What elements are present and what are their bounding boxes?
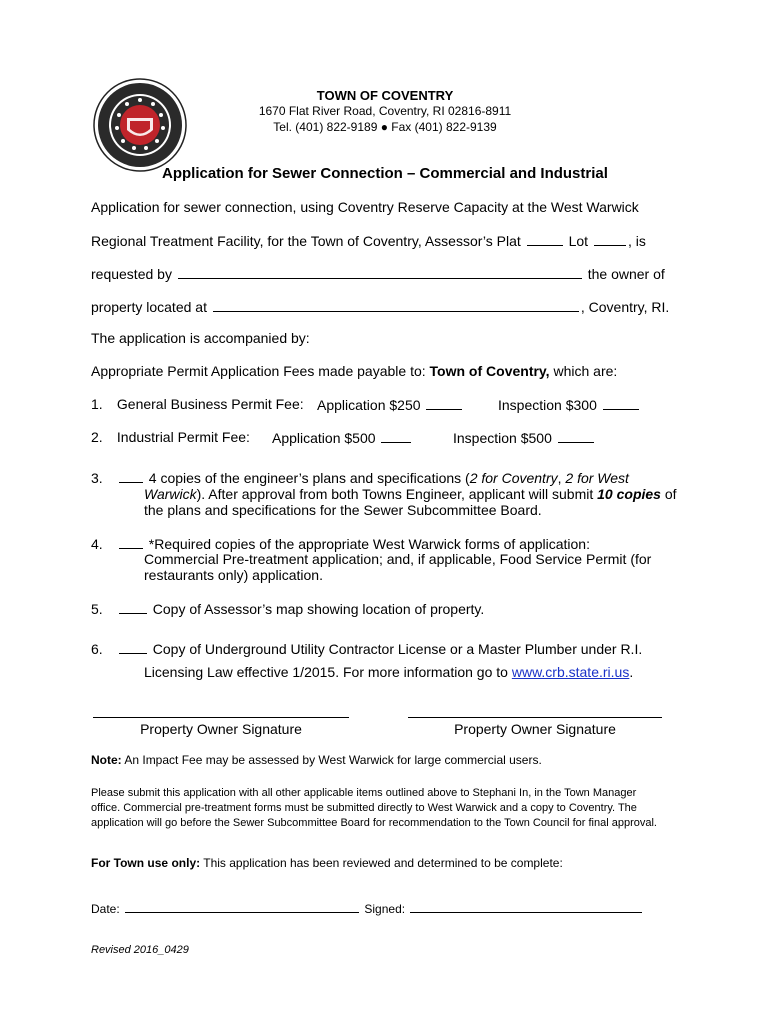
town-use-label: For Town use only: <box>91 856 201 870</box>
item-2-label: Industrial Permit Fee: <box>116 429 250 445</box>
item-3-line-3: the plans and specifications for the Sewer Subcommittee Board. <box>144 502 542 518</box>
submit-line-3: application will go before the Sewer Subcommittee Board for recommendation to the Town Council for final approval. <box>91 817 657 829</box>
lot-field[interactable] <box>594 232 626 246</box>
fees-text: Appropriate Permit Application Fees made payable to: <box>91 363 426 379</box>
item-3-text-g: 10 copies <box>597 486 661 502</box>
town-seal-icon <box>93 78 187 172</box>
crb-website-link[interactable]: www.crb.state.ri.us <box>511 664 630 680</box>
signature-line-left[interactable] <box>93 717 349 718</box>
signed-field[interactable] <box>410 900 642 913</box>
town-use-line <box>91 856 563 870</box>
payee-name: Town of Coventry, <box>429 363 550 379</box>
item-5-number: 5. <box>91 601 103 617</box>
item-5-check-field[interactable] <box>119 600 147 614</box>
accompanied-text: The application is accompanied by: <box>91 330 310 346</box>
item-1-number: 1. <box>91 396 103 412</box>
signature-label-right: Property Owner Signature <box>454 721 616 737</box>
org-address: 1670 Flat River Road, Coventry, RI 02816-8911 <box>258 104 512 118</box>
item-1-inspection-field[interactable] <box>603 396 639 410</box>
item-4-line-1 <box>91 535 590 552</box>
requested-by-field[interactable] <box>178 265 582 279</box>
intro-line-1: Application for sewer connection, using Coventry Reserve Capacity at the West Warwick <box>91 199 639 215</box>
town-use-text: This application has been reviewed and determined to be complete: <box>203 856 563 870</box>
item-2-application-field[interactable] <box>381 429 411 443</box>
item-3-number: 3. <box>91 470 103 486</box>
org-phone-fax: Tel. (401) 822-9189 ● Fax (401) 822-9139 <box>273 120 497 134</box>
item-6-text-1: Copy of Underground Utility Contractor License or a Master Plumber under R.I. <box>152 641 643 657</box>
item-4-number: 4. <box>91 536 103 552</box>
item-3-text-b: 2 for Coventry <box>469 470 558 486</box>
item-3-text-h: of <box>660 486 677 502</box>
item-6-check-field[interactable] <box>119 640 147 654</box>
fees-line <box>91 363 617 379</box>
intro-line-2 <box>91 232 646 249</box>
item-6-end: . <box>629 664 634 680</box>
item-4-check-field[interactable] <box>119 535 143 549</box>
item-4-line-2: Commercial Pre-treatment application; and, if applicable, Food Service Permit (for <box>144 551 652 567</box>
signature-label-left: Property Owner Signature <box>140 721 302 737</box>
revised-date: Revised 2016_0429 <box>91 944 189 956</box>
note <box>91 753 542 767</box>
item-3-text-f: ). After approval from both Towns Engineer, applicant will submit <box>196 486 598 502</box>
date-row <box>91 900 644 916</box>
note-text: An Impact Fee may be assessed by West Warwick for large commercial users. <box>124 753 542 767</box>
submit-line-1: Please submit this application with all other applicable items outlined above to Stephani In, in the Town Manager <box>91 787 637 799</box>
note-label: Note: <box>91 753 122 767</box>
intro-line-3 <box>91 265 665 282</box>
item-1-application-label: Application $250 <box>317 397 421 413</box>
item-3-line-2 <box>144 486 677 502</box>
item-4-line-3: restaurants only) application. <box>144 567 323 583</box>
item-6-text-2: Licensing Law effective 1/2015. For more information go to <box>144 664 512 680</box>
lot-label: Lot <box>568 233 589 249</box>
item-1-application-field[interactable] <box>426 396 462 410</box>
item-2-inspection-label: Inspection $500 <box>453 430 552 446</box>
item-3-check-field[interactable] <box>119 469 143 483</box>
item-6-line-1 <box>91 640 642 657</box>
item-6-line-2 <box>144 664 633 680</box>
item-1-inspection-label: Inspection $300 <box>498 397 597 413</box>
item-5-text: Copy of Assessor’s map showing location of property. <box>152 601 485 617</box>
item-2-application <box>272 429 413 446</box>
coventry-ri-label: , Coventry, RI. <box>580 299 670 315</box>
item-6-number: 6. <box>91 641 103 657</box>
org-name: TOWN OF COVENTRY <box>316 88 454 103</box>
item-1-application <box>317 396 464 413</box>
date-label: Date: <box>91 902 120 916</box>
property-located-label: property located at <box>91 299 207 315</box>
date-field[interactable] <box>125 900 359 913</box>
item-3-line-1 <box>91 469 629 486</box>
item-4-text-1: *Required copies of the appropriate West Warwick forms of application: <box>148 536 590 552</box>
item-3-text-e: Warwick <box>144 486 197 502</box>
intro-line-2-end: , is <box>627 233 646 249</box>
item-1 <box>91 396 304 412</box>
signature-line-right[interactable] <box>408 717 662 718</box>
plat-field[interactable] <box>527 232 563 246</box>
page-title: Application for Sewer Connection – Commercial and Industrial <box>162 165 608 182</box>
requested-by-label: requested by <box>91 266 172 282</box>
item-2 <box>91 429 250 445</box>
property-location-field[interactable] <box>213 298 579 312</box>
item-1-inspection <box>498 396 641 413</box>
submit-line-2: office. Commercial pre-treatment forms must be submitted directly to West Warwick and a copy to Coventry. The <box>91 802 637 814</box>
intro-line-4 <box>91 298 669 315</box>
item-2-inspection-field[interactable] <box>558 429 594 443</box>
item-2-application-label: Application $500 <box>272 430 376 446</box>
item-5 <box>91 600 484 617</box>
item-2-number: 2. <box>91 429 103 445</box>
owner-of-label: the owner of <box>587 266 665 282</box>
item-3-text-c: , <box>557 470 566 486</box>
item-2-inspection <box>453 429 596 446</box>
item-1-label: General Business Permit Fee: <box>116 396 304 412</box>
item-3-text-a: 4 copies of the engineer’s plans and specifications ( <box>148 470 470 486</box>
intro-line-2-text: Regional Treatment Facility, for the Town of Coventry, Assessor’s Plat <box>91 233 521 249</box>
fees-end: which are: <box>553 363 618 379</box>
signed-label: Signed: <box>364 902 406 916</box>
item-3-text-d: 2 for West <box>565 470 629 486</box>
